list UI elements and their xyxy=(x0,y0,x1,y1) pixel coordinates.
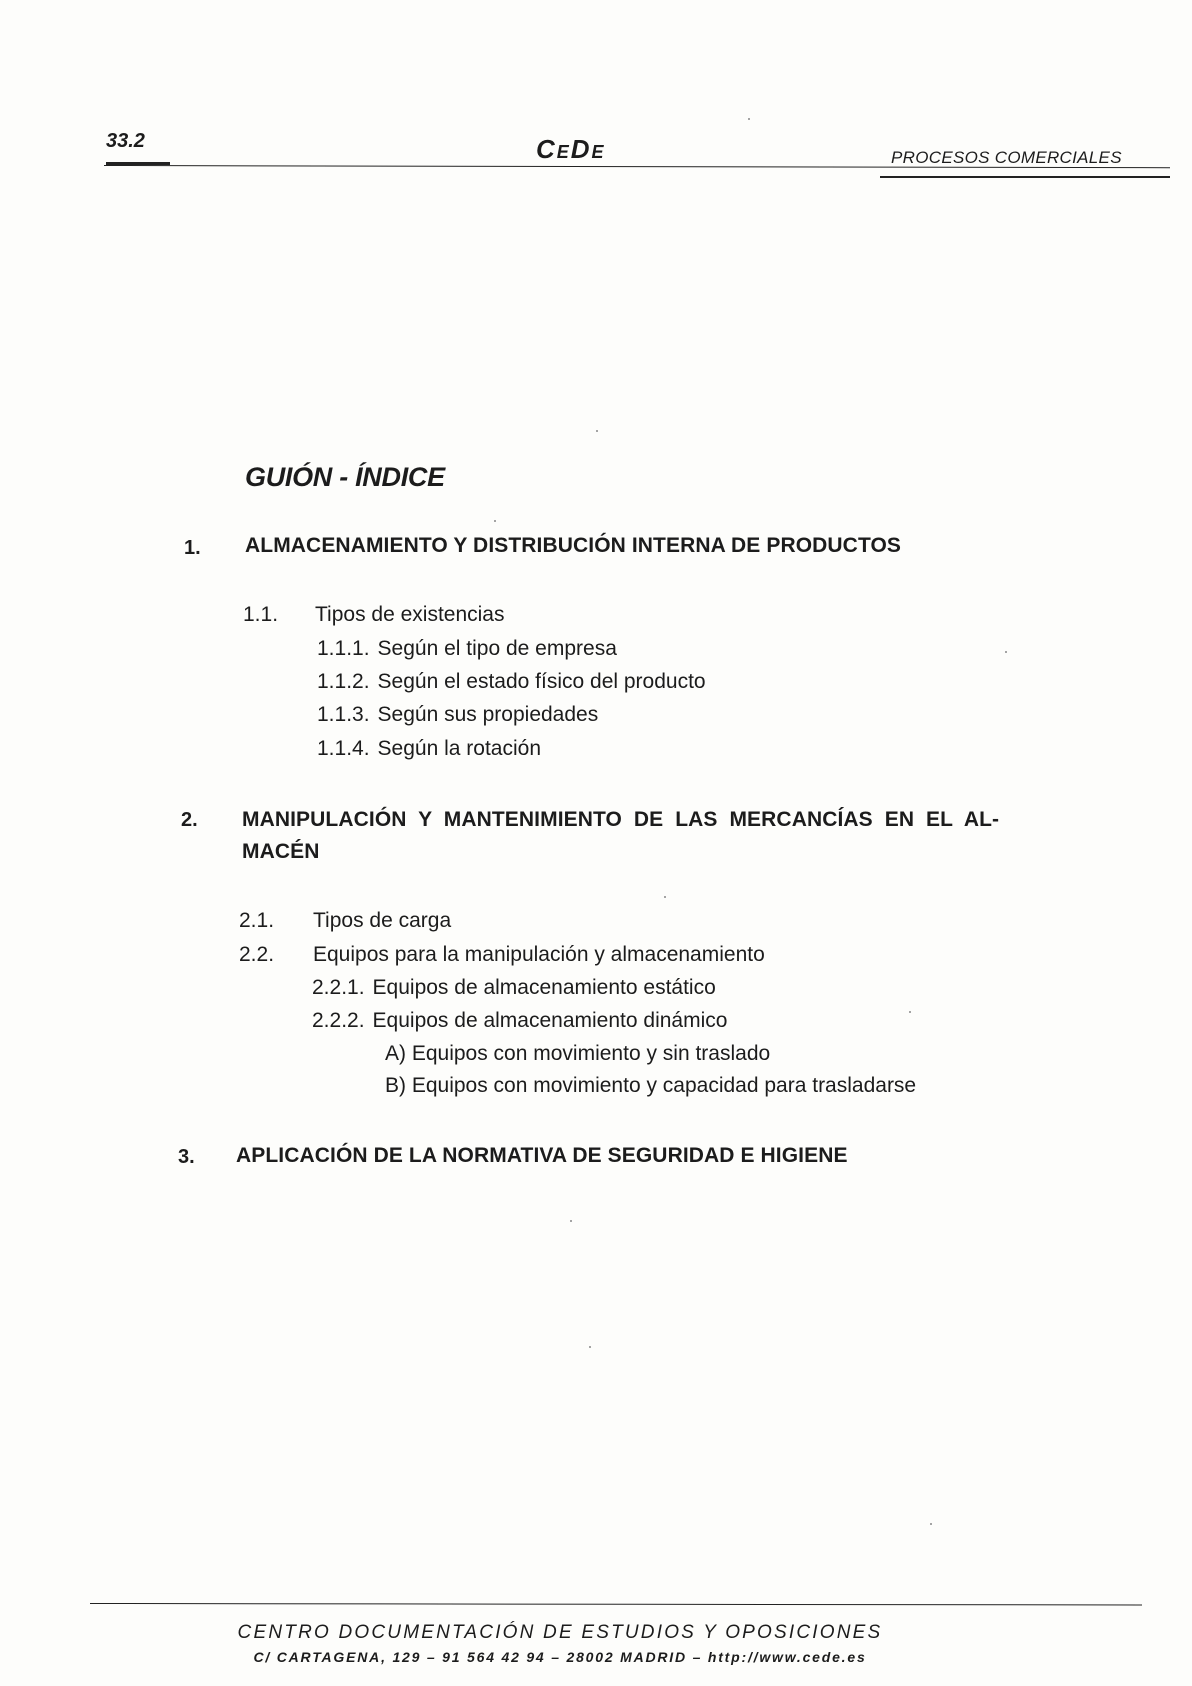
index-title: GUIÓN - ÍNDICE xyxy=(245,462,445,492)
item-label: A) Equipos con movimiento y sin traslado xyxy=(385,1042,771,1065)
item-number: 2.2.1. xyxy=(312,976,365,999)
footer-rule xyxy=(90,1603,1142,1605)
scan-speck xyxy=(589,1346,591,1348)
item-number: 1.1.3. xyxy=(317,703,370,726)
section-heading: PROCESOS COMERCIALES xyxy=(891,148,1122,167)
section-3-heading: APLICACIÓN DE LA NORMATIVA DE SEGURIDAD E HIGIENE xyxy=(236,1144,848,1167)
section-2-heading-line2: MACÉN xyxy=(242,840,320,863)
subsection-2-2-label: Equipos para la manipulación y almacenamiento xyxy=(313,943,765,966)
list-item xyxy=(317,670,706,694)
list-item xyxy=(385,1042,770,1066)
scan-speck xyxy=(909,1011,911,1013)
footer-address: C/ CARTAGENA, 129 – 91 564 42 94 – 28002 MADRID – http://www.cede.es xyxy=(253,1649,867,1665)
brand-logo: CeDe xyxy=(536,134,606,164)
scan-speck xyxy=(930,1523,932,1525)
list-item xyxy=(317,737,541,761)
scan-speck xyxy=(748,118,750,120)
subsection-2-2-number: 2.2. xyxy=(239,943,275,966)
item-label: B) Equipos con movimiento y capacidad para trasladarse xyxy=(385,1074,917,1097)
section-1-number: 1. xyxy=(184,537,201,559)
subsection-1-1-label: Tipos de existencias xyxy=(315,603,505,626)
section-2-number: 2. xyxy=(181,809,198,831)
item-label: Equipos de almacenamiento dinámico xyxy=(372,1009,728,1032)
item-number: 1.1.2. xyxy=(317,670,370,693)
subsection-1-1-number: 1.1. xyxy=(243,603,279,626)
section-2-heading-line1: MANIPULACIÓN Y MANTENIMIENTO DE LAS MERCANCÍAS EN EL AL- xyxy=(242,808,1000,831)
section-1-heading: ALMACENAMIENTO Y DISTRIBUCIÓN INTERNA DE PRODUCTOS xyxy=(245,534,902,557)
item-number: 1.1.1. xyxy=(317,637,370,660)
section-heading-underline xyxy=(880,176,1170,178)
subsection-2-1-number: 2.1. xyxy=(239,909,275,932)
scan-speck xyxy=(596,430,598,432)
list-item xyxy=(317,703,598,727)
item-number: 2.2.2. xyxy=(312,1009,365,1032)
page-number: 33.2 xyxy=(106,130,145,152)
scan-speck xyxy=(494,520,496,522)
item-label: Según sus propiedades xyxy=(377,703,599,726)
section-3-number: 3. xyxy=(178,1146,195,1168)
scan-speck xyxy=(1005,651,1007,653)
item-number: 1.1.4. xyxy=(317,737,370,760)
list-item xyxy=(385,1074,916,1098)
list-item xyxy=(312,976,716,1000)
item-label: Según el estado físico del producto xyxy=(377,670,706,693)
item-label: Según la rotación xyxy=(377,737,541,760)
footer-organization: CENTRO DOCUMENTACIÓN DE ESTUDIOS Y OPOSICIONES xyxy=(237,1622,883,1643)
subsection-2-1-label: Tipos de carga xyxy=(313,909,452,932)
scan-speck xyxy=(570,1220,572,1222)
scan-speck xyxy=(664,896,666,898)
list-item xyxy=(317,637,617,661)
item-label: Según el tipo de empresa xyxy=(377,637,617,660)
list-item xyxy=(312,1009,727,1033)
item-label: Equipos de almacenamiento estático xyxy=(372,976,716,999)
